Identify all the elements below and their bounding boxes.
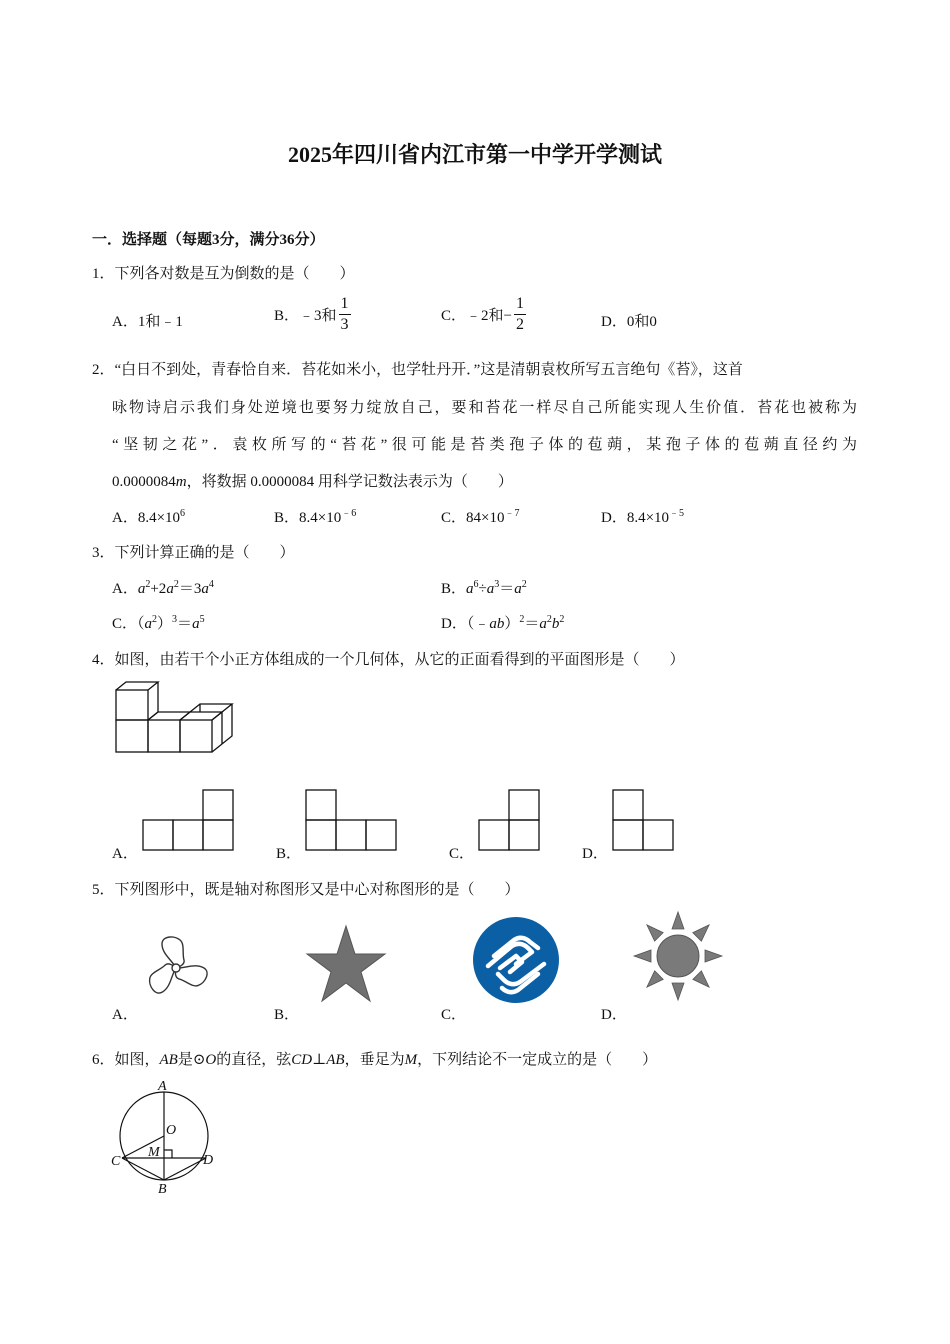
q2-diameter-value: 0.0000084 <box>112 474 176 490</box>
q4-option-c: C． <box>449 846 475 862</box>
q2-a-base: A．8.4×10 <box>112 510 181 526</box>
q6-ab: AB <box>159 1052 178 1068</box>
q4-option-d: D． <box>582 846 608 862</box>
q2-a-exponent: 6 <box>180 508 186 519</box>
q1-option-a: A．1和﹣1 <box>112 314 183 330</box>
sun-icon <box>632 910 724 1002</box>
q2-option-d <box>601 506 684 527</box>
q2-option-b <box>274 506 356 527</box>
q3-d-label: D． <box>441 616 467 632</box>
q1-b-denominator: 3 <box>340 316 349 333</box>
q2-b-base: B．8.4×10 <box>274 510 342 526</box>
q6-circle-diagram <box>108 1074 224 1198</box>
star-icon <box>304 924 388 1004</box>
q2-d-exponent: ﹣5 <box>669 508 685 519</box>
q6-stem-end: ，下列结论不一定成立的是（ ） <box>417 1052 658 1068</box>
q2-b-exponent: ﹣6 <box>341 508 357 519</box>
q1-option-c <box>441 296 528 333</box>
q6-stem-mid3: ，垂足为 <box>344 1052 405 1068</box>
point-d-label: D <box>203 1153 214 1168</box>
q4-cube-solid-figure <box>112 680 242 756</box>
question-1-stem: 1．下列各对数是互为倒数的是（ ） <box>92 266 355 282</box>
q1-option-c-text: C．﹣2和− <box>441 308 512 324</box>
q2-option-a <box>112 506 185 527</box>
question-4-stem: 4．如图，由若干个小正方体组成的一个几何体，从它的正面看得到的平面图形是（ ） <box>92 652 685 668</box>
question-2-line-4 <box>112 470 513 491</box>
q5-option-b: B． <box>274 1007 300 1023</box>
q3-option-c: C．$(a^2)^3=a^5$ <box>112 614 205 632</box>
q4-option-a-figure <box>142 789 236 851</box>
q3-option-b: B．$a^6\div a^3=a^2$ <box>441 579 527 597</box>
point-c-label: C <box>111 1154 121 1169</box>
q6-m: M <box>404 1052 418 1068</box>
point-b-label: B <box>158 1182 167 1197</box>
point-a-label: A <box>158 1079 167 1094</box>
q1-c-denominator: 2 <box>515 316 524 333</box>
q1-option-b <box>274 296 353 333</box>
question-2-line-3: “坚韧之花”．袁枚所写的“苔花”很可能是苔类孢子体的苞蒴，某孢子体的苞蒴直径约为 <box>112 437 857 453</box>
q1-option-d: D．0和0 <box>601 314 657 330</box>
q3-c-label: C． <box>112 616 138 632</box>
q2-diameter-unit: m <box>175 474 187 490</box>
q3-b-label: B． <box>441 581 467 597</box>
q1-option-c-fraction <box>514 296 526 333</box>
question-2-line-2: 咏物诗启示我们身处逆境也要努力绽放自己，要和苔花一样尽自己所能实现人生价值．苔花也被称为 <box>112 400 857 416</box>
section-heading: 一．选择题（每题3分，满分36分） <box>92 232 325 248</box>
q1-b-numerator: 1 <box>339 296 351 315</box>
q6-ab2: AB <box>326 1052 345 1068</box>
q2-option-c <box>441 506 519 527</box>
q4-option-b: B． <box>276 846 302 862</box>
q4-option-a: A． <box>112 846 138 862</box>
q1-option-b-fraction <box>339 296 351 333</box>
question-5-stem: 5．下列图形中，既是轴对称图形又是中心对称图形的是（ ） <box>92 882 520 898</box>
q3-option-a: A．$a^2+2a^2=3a^4$ <box>112 579 214 597</box>
q4-option-c-figure <box>478 789 542 851</box>
q6-o: O <box>205 1052 217 1068</box>
q1-c-numerator: 1 <box>514 296 526 315</box>
pinwheel-icon <box>140 932 212 1004</box>
point-o-label: O <box>166 1123 177 1138</box>
q5-option-c: C． <box>441 1007 467 1023</box>
q1-option-b-text: B．﹣3和 <box>274 308 337 324</box>
page-title: 2025年四川省内江市第一中学开学测试 <box>287 142 662 167</box>
q2-c-exponent: ﹣7 <box>504 508 520 519</box>
q3-a-label: A． <box>112 581 138 597</box>
q6-stem-mid1: 是⊙ <box>177 1052 206 1068</box>
q6-stem-pre: 6．如图， <box>92 1052 160 1068</box>
q5-option-a: A． <box>112 1007 138 1023</box>
q4-option-d-figure <box>612 789 676 851</box>
q2-line-4-rest: ，将数据 0.0000084 用科学记数法表示为（ ） <box>186 474 513 490</box>
china-mobile-logo-icon <box>472 916 560 1004</box>
q2-c-base: C．84×10 <box>441 510 505 526</box>
q6-perp: ⊥ <box>312 1052 327 1068</box>
q6-cd: CD <box>291 1052 313 1068</box>
question-2-line-1: 2．“白日不到处，青春恰自来．苔花如米小，也学牡丹开．”这是清朝袁枚所写五言绝句《苔》，这首 <box>92 362 743 378</box>
q6-stem-mid2: 的直径，弦 <box>216 1052 292 1068</box>
point-m-label: M <box>148 1145 160 1160</box>
question-6-stem <box>92 1048 657 1069</box>
question-3-stem: 3．下列计算正确的是（ ） <box>92 545 295 561</box>
q4-option-b-figure <box>305 789 399 851</box>
q3-option-d: D．$(﹣ab)^2=a^2b^2$ <box>441 614 565 632</box>
q2-d-base: D．8.4×10 <box>601 510 670 526</box>
q5-option-d: D． <box>601 1007 627 1023</box>
